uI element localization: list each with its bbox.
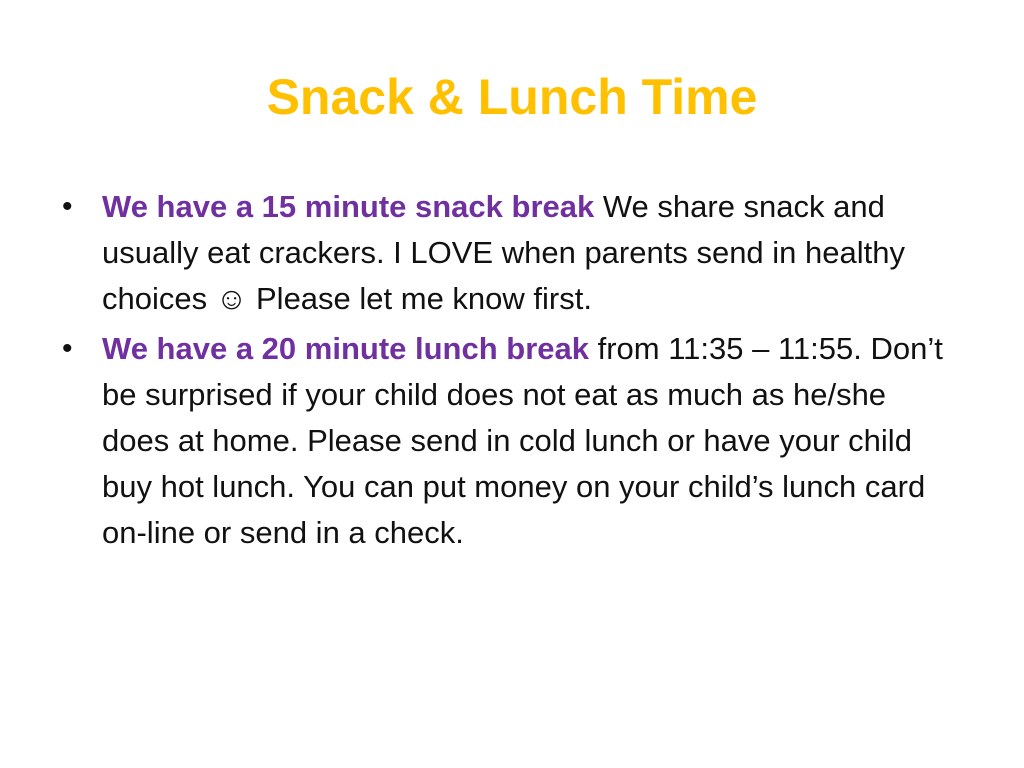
bullet-marker: •: [62, 190, 73, 223]
bullet-text-snack-end: Please let me know first.: [247, 281, 592, 316]
bullet-marker: •: [62, 332, 73, 365]
bullet-lead-snack: We have a 15 minute snack break: [102, 189, 595, 224]
bullet-item-lunch: [60, 326, 950, 556]
bullet-lead-lunch: We have a 20 minute lunch break: [102, 331, 589, 366]
bullet-text-lunch: from 11:35 – 11:55. Don’t be surprised if your child does not eat as much as he/she does at home. Please send in cold lunch or have your child buy hot lunch. You can put money on your child’s lunch card on-line or send in a check.: [102, 331, 943, 550]
bullet-item-snack: [60, 184, 950, 322]
bullet-list: [60, 184, 950, 560]
smiley-face-icon: ☺: [215, 281, 248, 316]
bullet-text-snack: We share snack and usually eat crackers. I LOVE when parents send in healthy choices: [102, 189, 905, 316]
slide-title: Snack & Lunch Time: [266, 69, 758, 125]
